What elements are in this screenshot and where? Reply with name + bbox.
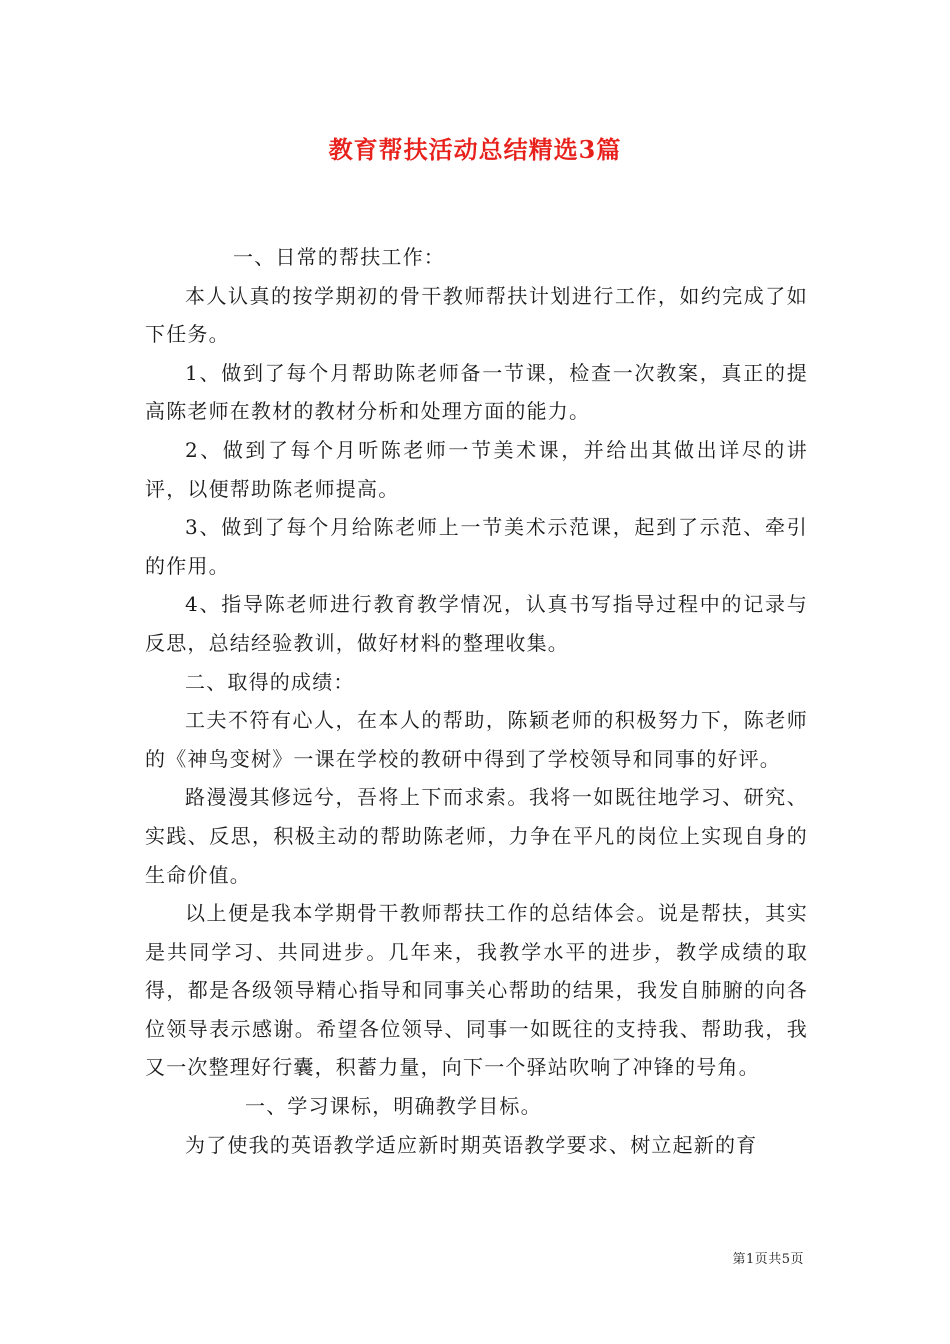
paragraph: 4、指导陈老师进行教育教学情况，认真书写指导过程中的记录与反思，总结经验教训，做好材料的整理收集。 [145,592,808,655]
paragraph: 路漫漫其修远兮，吾将上下而求索。我将一如既往地学习、研究、实践、反思，积极主动的帮助陈老师，力争在平凡的岗位上实现自身的生命价值。 [145,785,808,887]
paragraph: 2、做到了每个月听陈老师一节美术课，并给出其做出详尽的讲评，以便帮助陈老师提高。 [145,437,808,501]
paragraph: 为了使我的英语教学适应新时期英语教学要求、树立起新的育 [185,1132,758,1157]
paragraph: 本人认真的按学期初的骨干教师帮扶计划进行工作，如约完成了如下任务。 [145,283,808,347]
section-heading: 一、日常的帮扶工作： [233,245,445,269]
paragraph: 1、做到了每个月帮助陈老师备一节课，检查一次教案，真正的提高陈老师在教材的教材分析和处理方面的能力。 [145,360,808,424]
document-body [145,238,808,1164]
paragraph: 工夫不符有心人，在本人的帮助，陈颖老师的积极努力下，陈老师的《神鸟变树》一课在学校的教研中得到了学校领导和同事的好评。 [145,708,808,771]
page-indicator: 第1页共5页 [732,1252,804,1267]
section-heading: 二、取得的成绩： [185,669,355,694]
paragraph: 3、做到了每个月给陈老师上一节美术示范课，起到了示范、牵引的作用。 [145,515,808,578]
paragraph: 以上便是我本学期骨干教师帮扶工作的总结体会。说是帮扶，其实是共同学习、共同进步。几年来，我教学水平的进步，教学成绩的取得，都是各级领导精心指导和同事关心帮助的结果，我发自肺腑的向各位领导表示感谢。希望各位领导、同事一如既往的支持我、帮助我，我又一次整理好行囊，积蓄力量，向下一个驿站吹响了冲锋的号角。 [145,901,808,1080]
section-heading: 一、学习课标，明确教学目标。 [245,1094,542,1119]
document-title: 教育帮扶活动总结精选3篇 [328,135,622,164]
